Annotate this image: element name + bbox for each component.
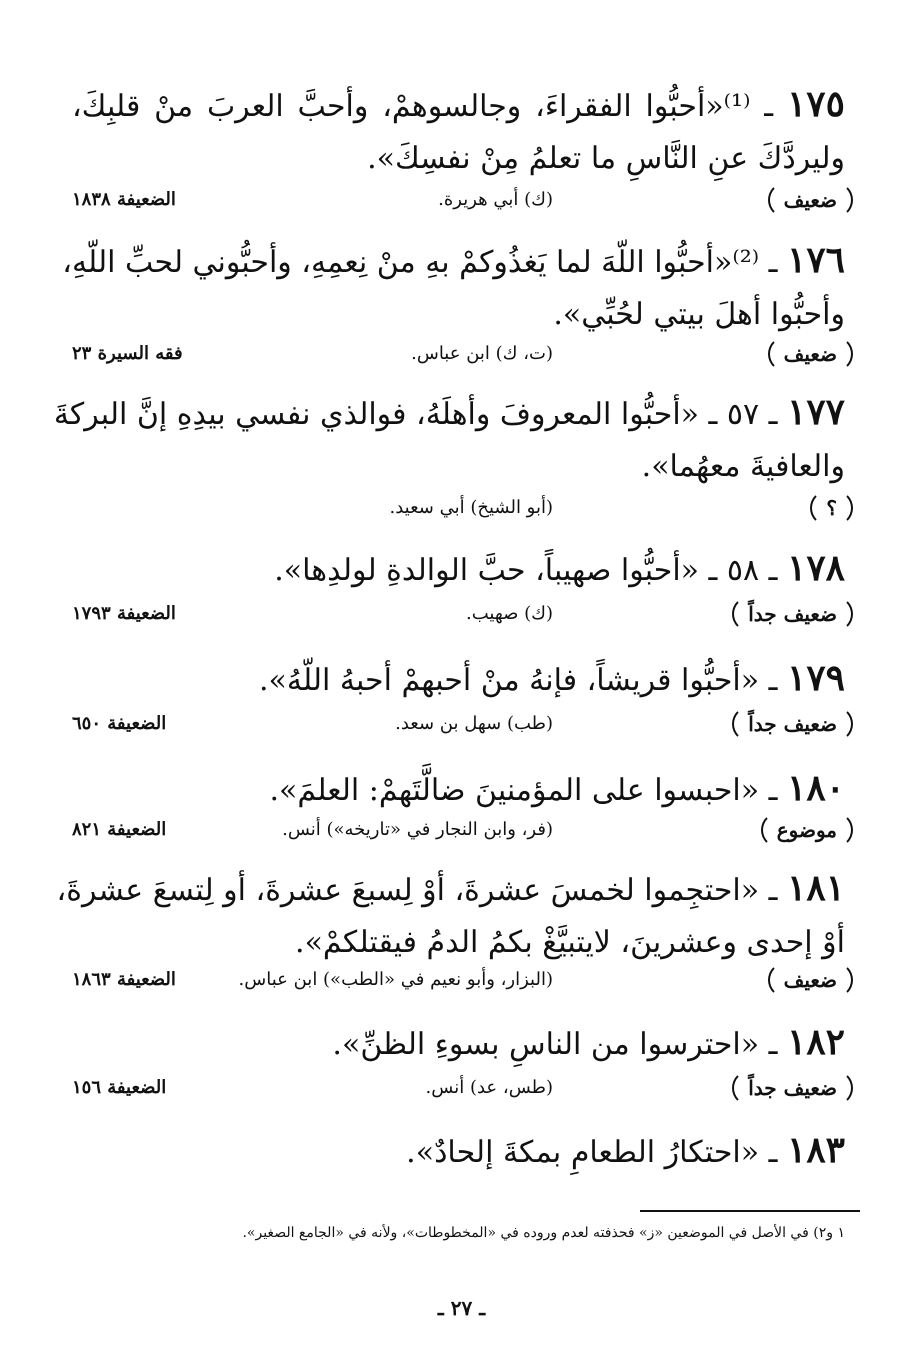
hadith-number: ١٧٧ <box>786 391 845 433</box>
grade-badge: ضعيف جداً <box>732 1070 853 1106</box>
hadith-text: ـ «احتكارُ الطعامِ بمكةَ إلحادٌ». <box>406 1135 778 1170</box>
source-text: (فر، وابن النجار في «تاريخه») أنس. <box>282 819 553 840</box>
source-text: (البزار، وأبو نعيم في «الطب») ابن عباس. <box>238 969 553 990</box>
grade-badge: ضعيف <box>768 182 853 218</box>
hadith-number: ١٧٩ <box>786 657 845 699</box>
hadith-text: ـ ⁽¹⁾«أحبُّوا الفقراءَ، وجالسوهمْ، وأحبَّ العربَ منْ قلبِكَ، <box>72 89 774 124</box>
hadith-number: ١٧٦ <box>786 239 845 281</box>
hadith-text-line <box>72 1124 845 1179</box>
hadith-text: ـ «احترسوا من الناسِ بسوءِ الظنِّ». <box>332 1027 778 1062</box>
hadith-text-line <box>56 862 845 917</box>
hadith-text-line <box>62 234 845 289</box>
grade-badge: ؟ <box>810 490 853 526</box>
reference-row <box>72 336 853 376</box>
reference-row <box>72 490 853 530</box>
source-text: (ت، ك) ابن عباس. <box>411 343 553 364</box>
hadith-entry-179 <box>72 652 845 707</box>
hadith-entry-181 <box>56 862 845 969</box>
footnote: ١ و٢) في الأصل في الموضعين «ز» فحذفته لعدم وروده في «المخطوطات»، ولأنه في «الجامع الصغير». <box>242 1225 845 1241</box>
hadith-entry-183 <box>72 1124 845 1179</box>
hadith-number: ١٨٣ <box>786 1129 845 1171</box>
source-text: (طس، عد) أنس. <box>425 1077 553 1098</box>
book-reference: الضعيفة ١٨٣٨ <box>72 189 176 210</box>
page-number: ـ ٢٧ ـ <box>437 1296 486 1320</box>
hadith-text: ـ ٥٨ ـ «أحبُّوا صهيباً، حبَّ الوالدةِ لولدِها». <box>274 553 778 588</box>
reference-row <box>72 1070 853 1110</box>
grade-badge: ضعيف جداً <box>732 706 853 742</box>
hadith-text: ـ ⁽²⁾«أحبُّوا اللّهَ لما يَغذُوكمْ بهِ منْ نِعمِهِ، وأحبُّوني لحبِّ اللّهِ، <box>62 245 778 280</box>
hadith-text-line <box>72 542 845 597</box>
hadith-text-line <box>72 133 845 185</box>
book-reference: الضعيفة ١٧٩٣ <box>72 603 176 624</box>
source-text: (ك) أبي هريرة. <box>438 189 553 210</box>
hadith-text: والعافيةَ معهُما». <box>641 449 845 484</box>
hadith-text-line <box>72 762 845 817</box>
hadith-text: وليردَّكَ عنِ النَّاسِ ما تعلمُ مِنْ نفسِكَ». <box>367 141 845 176</box>
hadith-entry-180 <box>72 762 845 817</box>
book-reference: الضعيفة ١٥٦ <box>72 1077 167 1098</box>
hadith-number: ١٨١ <box>786 867 845 909</box>
reference-row <box>72 812 853 852</box>
hadith-entry-182 <box>72 1016 845 1071</box>
hadith-number: ١٧٥ <box>786 83 845 125</box>
reference-row <box>72 182 853 222</box>
grade-badge: ضعيف <box>768 962 853 998</box>
reference-row <box>72 706 853 746</box>
grade-badge: ضعيف جداً <box>732 596 853 632</box>
hadith-text: وأحبُّوا أهلَ بيتي لحُبِّي». <box>553 297 845 332</box>
reference-row <box>72 596 853 636</box>
hadith-text-line <box>72 1016 845 1071</box>
hadith-text: أوْ إحدى وعشرينَ، لايتبيَّغْ بكمُ الدمُ فيقتلكمْ». <box>295 925 845 960</box>
hadith-text-line <box>72 78 845 133</box>
grade-badge: ضعيف <box>768 336 853 372</box>
source-text: (أبو الشيخ) أبي سعيد. <box>389 497 553 518</box>
reference-row <box>72 962 853 1002</box>
hadith-number: ١٧٨ <box>786 547 845 589</box>
book-reference: فقه السيرة ٢٣ <box>72 343 183 364</box>
hadith-text-line <box>53 386 845 441</box>
hadith-text: ـ «احتجِموا لخمسَ عشرةَ، أوْ لِسبعَ عشرةَ، أو لِتسعَ عشرةَ، <box>56 873 778 908</box>
source-text: (طب) سهل بن سعد. <box>395 713 553 734</box>
book-reference: الضعيفة ٨٢١ <box>72 819 167 840</box>
hadith-text: ـ ٥٧ ـ «أحبُّوا المعروفَ وأهلَهُ، فوالذي نفسي بيدِهِ إنَّ البركةَ <box>53 397 778 432</box>
hadith-text: ـ «أحبُّوا قريشاً، فإنهُ منْ أحبهمْ أحبهُ اللّهُ». <box>259 663 778 698</box>
hadith-text-line <box>72 289 845 341</box>
book-reference: الضعيفة ٦٥٠ <box>72 713 167 734</box>
hadith-entry-175 <box>72 78 845 185</box>
hadith-number: ١٨٠ <box>786 767 845 809</box>
hadith-entry-177 <box>53 386 845 493</box>
hadith-entry-178 <box>72 542 845 597</box>
hadith-text-line <box>72 652 845 707</box>
hadith-text-line <box>72 441 845 493</box>
hadith-entry-176 <box>62 234 845 341</box>
hadith-number: ١٨٢ <box>786 1021 845 1063</box>
source-text: (ك) صهيب. <box>465 603 553 624</box>
grade-badge: موضوع <box>761 812 853 848</box>
book-reference: الضعيفة ١٨٦٣ <box>72 969 176 990</box>
footnote-divider <box>640 1210 860 1212</box>
hadith-text: ـ «احبسوا على المؤمنينَ ضالَّتَهمْ: العلمَ». <box>269 773 778 808</box>
